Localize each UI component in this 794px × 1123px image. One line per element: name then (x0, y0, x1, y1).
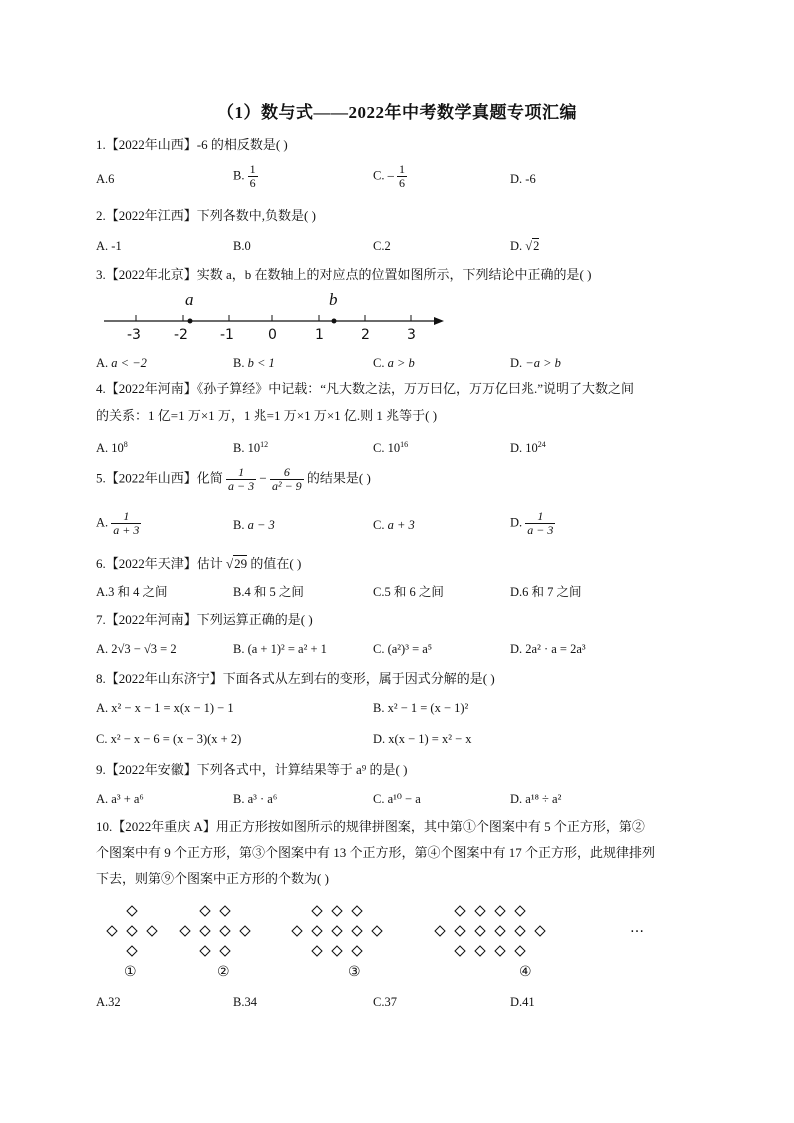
question-7-stem: 7.【2022年河南】下列运算正确的是( ) (96, 612, 313, 627)
tick-label: 0 (268, 327, 277, 343)
tick-label: -1 (220, 327, 234, 343)
question-3-stem: 3.【2022年北京】实数 a，b 在数轴上的对应点的位置如图所示，下列结论中正确的是( ) (96, 267, 592, 282)
question-4-stem-cont: 的关系：1 亿=1 万×1 万，1 兆=1 万×1 万×1 亿.则 1 兆等于( ) (96, 408, 438, 423)
q6-option-c: C.5 和 6 之间 (373, 585, 444, 599)
square-shape (220, 906, 230, 916)
square-shape (312, 946, 322, 956)
square-shape (535, 926, 545, 936)
square-shape (495, 906, 505, 916)
q10-option-b: B.34 (233, 995, 257, 1009)
square-shape (180, 926, 190, 936)
q2-option-b: B.0 (233, 239, 251, 253)
square-shape (220, 926, 230, 936)
pattern-label-3: ③ (348, 964, 361, 980)
q7-option-a: A. 2√3 − √3 = 2 (96, 642, 177, 656)
question-10-stem: 10.【2022年重庆 A】用正方形按如图所示的规律拼图案，其中第①个图案中有 5 个正方形，第② (96, 819, 645, 834)
q3-option-c: C. a > b (373, 356, 415, 370)
q5-option-d: D. $\frac{1}{a - 3}$ (510, 509, 554, 537)
pattern-label-4: ④ (519, 964, 532, 980)
square-shape (200, 946, 210, 956)
q5-option-c: C. a + 3 (373, 518, 415, 532)
q8-option-b: B. x² − 1 = (x − 1)² (373, 701, 469, 715)
question-2-stem: 2.【2022年江西】下列各数中,负数是( ) (96, 208, 316, 223)
page-title: （1）数与式——2022年中考数学真题专项汇编 (217, 103, 577, 122)
square-shape (352, 926, 362, 936)
q9-option-d: D. a¹⁸ ÷ a² (510, 792, 562, 806)
question-10-stem-cont2: 下去，则第⑨个图案中正方形的个数为( ) (96, 871, 329, 886)
square-shape (332, 946, 342, 956)
q2-option-c: C.2 (373, 239, 391, 253)
q9-option-b: B. a³ · a⁶ (233, 792, 278, 806)
q7-option-b: B. (a + 1)² = a² + 1 (233, 642, 327, 656)
square-shape (200, 926, 210, 936)
square-shape (312, 926, 322, 936)
tick-label: -3 (127, 327, 141, 343)
q6-option-d: D.6 和 7 之间 (510, 585, 582, 599)
q2-option-d: D. √2 (510, 239, 540, 253)
square-shape (292, 926, 302, 936)
square-shape (127, 946, 137, 956)
point-b-label: b (329, 290, 338, 309)
square-shape (515, 946, 525, 956)
q4-option-c: C. $10^{16}$ (373, 440, 409, 456)
square-shape (372, 926, 382, 936)
q3-option-a: A. a < −2 (96, 356, 147, 370)
q6-option-a: A.3 和 4 之间 (96, 585, 168, 599)
point-a-label: a (185, 290, 194, 309)
q7-option-c: C. (a²)³ = a⁵ (373, 642, 433, 656)
square-shape (435, 926, 445, 936)
square-shape (107, 926, 117, 936)
q9-option-a: A. a³ + a⁶ (96, 792, 144, 806)
question-9-stem: 9.【2022年安徽】下列各式中，计算结果等于 a⁹ 的是( ) (96, 762, 408, 777)
q2-option-a: A. -1 (96, 239, 122, 253)
square-shape (515, 906, 525, 916)
tick-label: 3 (407, 327, 416, 343)
square-shape (495, 946, 505, 956)
square-shape (475, 906, 485, 916)
q1-option-d: D. -6 (510, 172, 536, 186)
tick-label: -2 (174, 327, 188, 343)
square-shape (475, 946, 485, 956)
square-shape (147, 926, 157, 936)
square-shape (200, 906, 210, 916)
tick-label: 2 (361, 327, 370, 343)
square-shape (475, 926, 485, 936)
square-shape (515, 926, 525, 936)
q6-option-b: B.4 和 5 之间 (233, 585, 304, 599)
question-10-stem-cont: 个图案中有 9 个正方形，第③个图案中有 13 个正方形，第④个图案中有 17 个正方形，此规律排列 (96, 845, 656, 860)
q1-option-a: A.6 (96, 172, 115, 186)
square-shape (240, 926, 250, 936)
question-4-stem: 4.【2022年河南】《孙子算经》中记载：“凡大数之法，万万曰亿，万万亿曰兆.”说明了大数之间 (96, 381, 635, 396)
q1-option-c: C. – $\frac{1}{6}$ (373, 162, 405, 190)
square-shape (455, 946, 465, 956)
q7-option-d: D. 2a² · a = 2a³ (510, 642, 586, 656)
q4-option-d: D. $10^{24}$ (510, 440, 546, 456)
square-shape (495, 926, 505, 936)
square-shape (455, 906, 465, 916)
square-shape (127, 906, 137, 916)
q10-option-c: C.37 (373, 995, 397, 1009)
square-shape (312, 906, 322, 916)
question-1-stem: 1.【2022年山西】-6 的相反数是( ) (96, 137, 288, 152)
question-6-stem: 6.【2022年天津】估计 √29 的值在( ) (96, 556, 302, 571)
q3-option-d: D. −a > b (510, 356, 561, 370)
pattern-ellipsis: … (630, 920, 644, 936)
pattern-label-2: ② (217, 964, 230, 980)
square-shape (332, 906, 342, 916)
square-shape (455, 926, 465, 936)
square-shape (127, 926, 137, 936)
square-shape (352, 906, 362, 916)
q10-option-a: A.32 (96, 995, 121, 1009)
q9-option-c: C. a¹⁰ − a (373, 792, 421, 806)
question-8-stem: 8.【2022年山东济宁】下面各式从左到右的变形，属于因式分解的是( ) (96, 671, 495, 686)
tick-label: 1 (315, 327, 324, 343)
square-shape (352, 946, 362, 956)
q4-option-b: B. $10^{12}$ (233, 440, 269, 456)
q8-option-d: D. x(x − 1) = x² − x (373, 732, 472, 746)
q5-option-a: A. $\frac{1}{a + 3}$ (96, 509, 140, 537)
q8-option-c: C. x² − x − 6 = (x − 3)(x + 2) (96, 732, 242, 746)
q8-option-a: A. x² − x − 1 = x(x − 1) − 1 (96, 701, 234, 715)
q4-option-a: A. $10^8$ (96, 440, 128, 456)
square-shape (332, 926, 342, 936)
question-5-stem: 5.【2022年山西】化简 $\frac{1}{a - 3}$ − $\frac{6}{\text{a² − 9}}$ 的结果是( ) (96, 465, 371, 493)
q3-option-b: B. b < 1 (233, 356, 275, 370)
q5-option-b: B. a − 3 (233, 518, 275, 532)
q1-option-b: B. $\frac{1}{6}$ (233, 162, 256, 190)
q10-option-d: D.41 (510, 995, 535, 1009)
pattern-label-1: ① (124, 964, 137, 980)
square-shape (220, 946, 230, 956)
